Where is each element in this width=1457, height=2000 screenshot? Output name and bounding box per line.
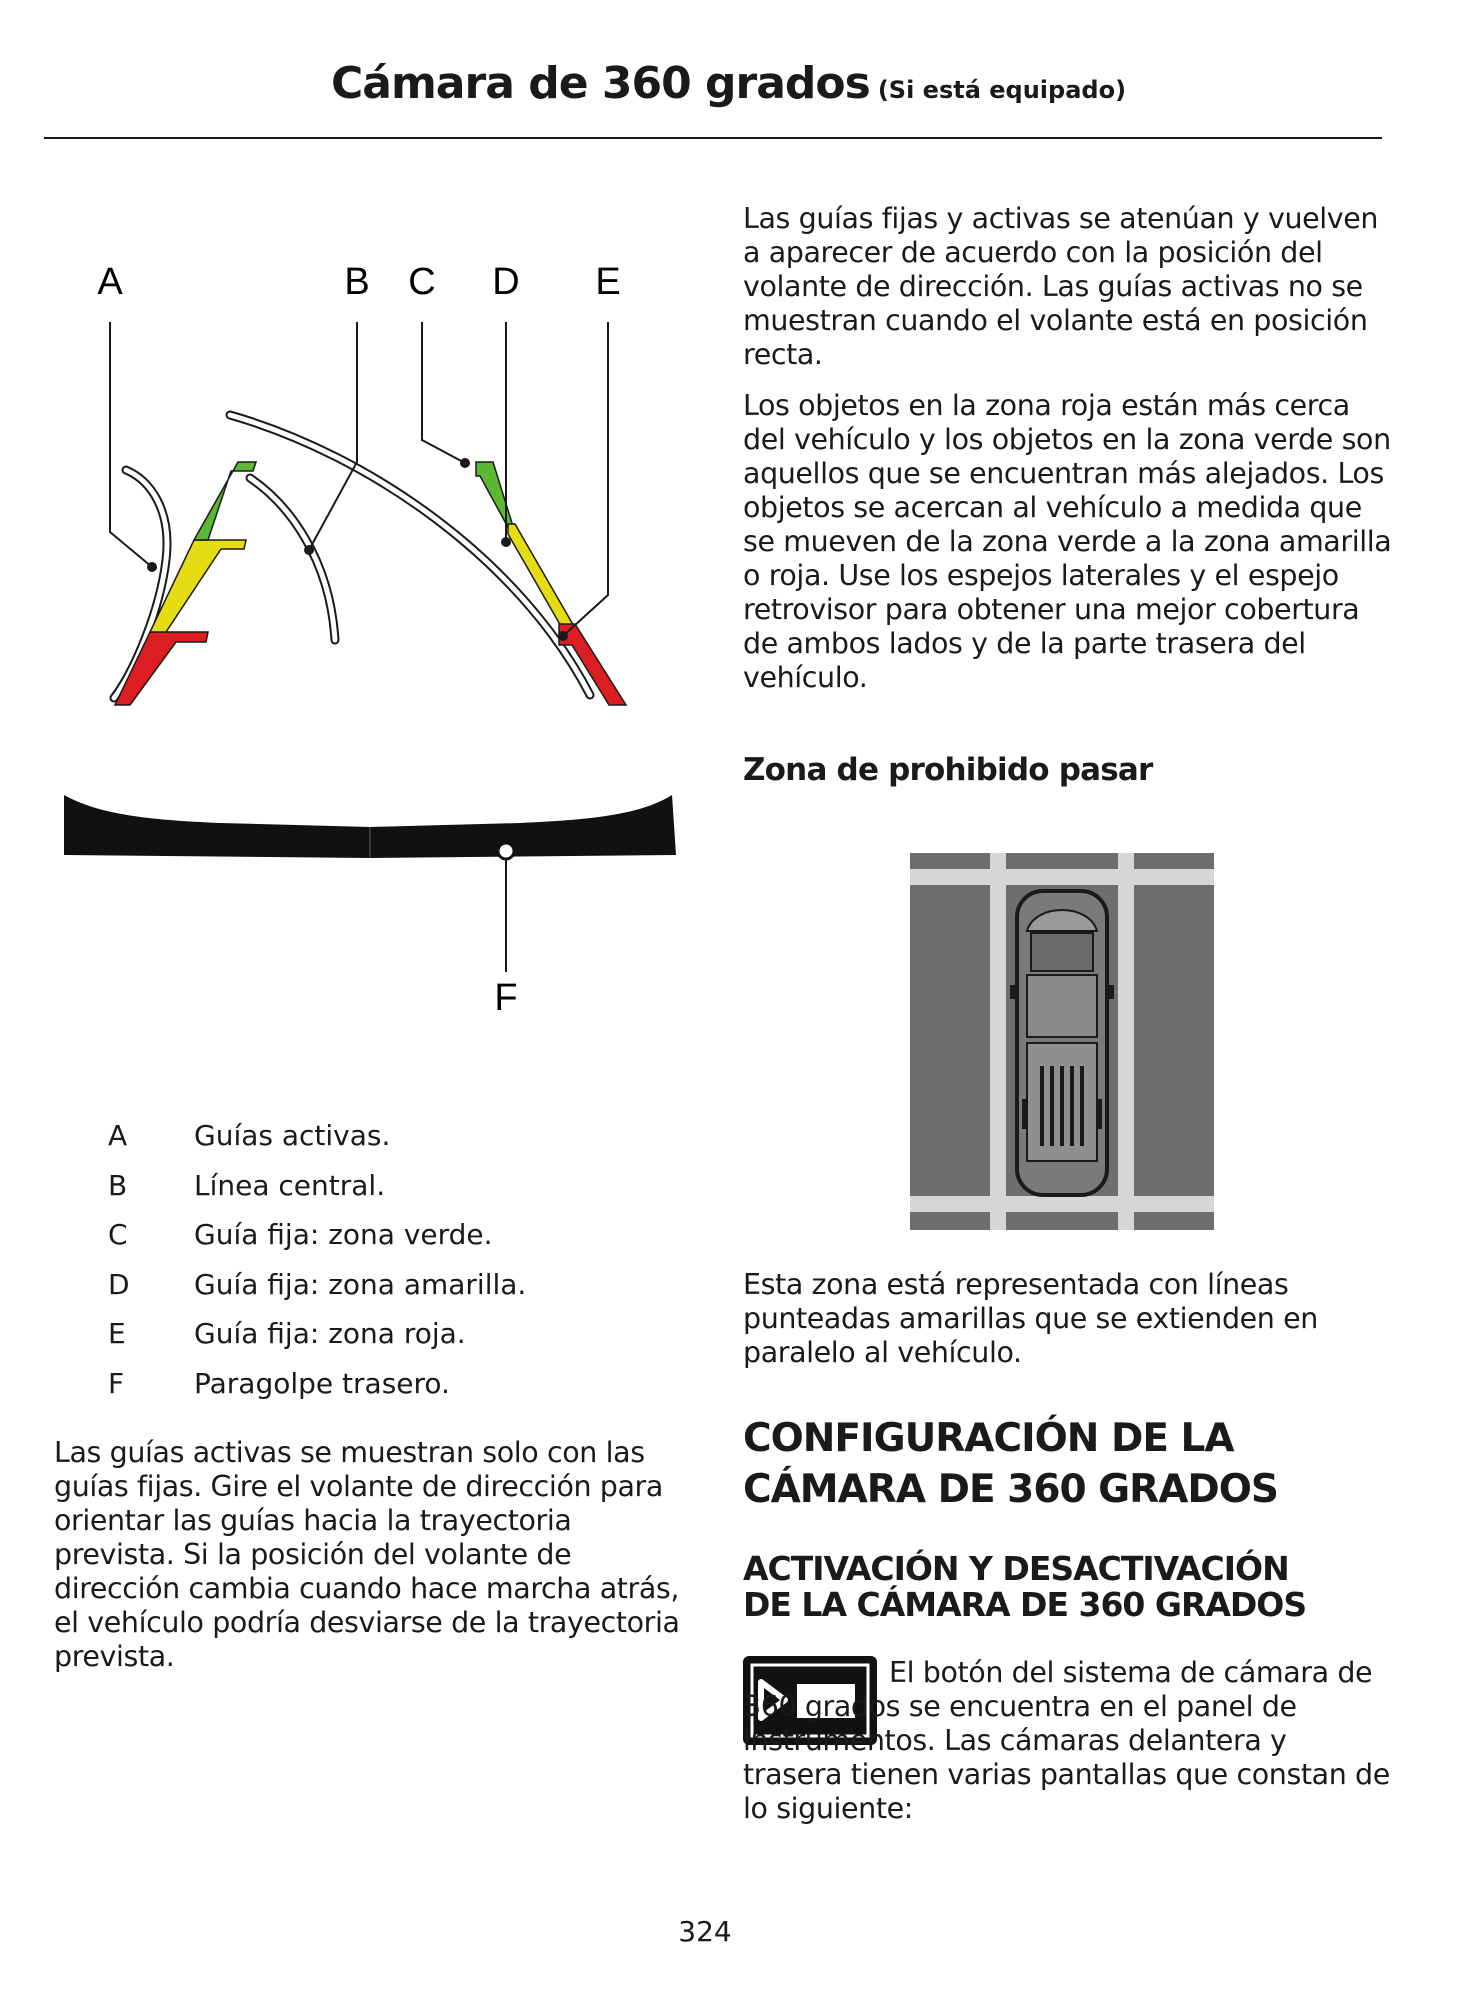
- title-subtitle: (Si está equipado): [877, 76, 1127, 104]
- zones-paragraph: Los objetos en la zona roja están más cerca del vehículo y los objetos en la zona verde son aquellos que se encuentran más alejados. Los objetos se acercan al vehículo a medida que se mueven de la zona verde a la zona amarilla o roja. Use los espejos laterales y el espejo retrovisor para obtener una mejor cobertura de ambos lados y de la parte trasera del vehículo.: [743, 389, 1392, 694]
- legend-text: Guía fija: zona verde.: [194, 1218, 493, 1251]
- legend-list: [108, 1118, 668, 1415]
- left-guide-green: [194, 462, 256, 540]
- center-line-outer: [230, 415, 590, 695]
- legend-key: C: [108, 1218, 128, 1251]
- config-heading-line1: CONFIGURACIÓN DE LA: [743, 1416, 1234, 1461]
- legend-text: Paragolpe trasero.: [194, 1366, 450, 1400]
- activation-heading-line1: ACTIVACIÓN Y DESACTIVACIÓN: [743, 1549, 1289, 1588]
- active-guides-paragraph: Las guías activas se muestran solo con las guías fijas. Gire el volante de dirección para orientar las guías hacia la trayectoria prevista. Si la posición del volante de dirección cambia cuando hace marcha atrás, el vehículo podría desviarse de la trayectoria prevista.: [54, 1436, 680, 1673]
- legend-key: A: [108, 1119, 128, 1152]
- legend-text: Guía fija: zona amarilla.: [194, 1267, 527, 1301]
- page-title: [0, 58, 1457, 109]
- no-pass-zone-illustration: [910, 853, 1214, 1230]
- config-heading-line2: CÁMARA DE 360 GRADOS: [743, 1467, 1279, 1512]
- legend-row: [108, 1316, 668, 1366]
- legend-key: E: [108, 1317, 126, 1350]
- legend-row: [108, 1267, 668, 1317]
- header-rule: [44, 137, 1382, 139]
- legend-key: D: [108, 1267, 130, 1301]
- no-pass-zone-heading: Zona de prohibido pasar: [743, 752, 1153, 788]
- center-line-inner: [250, 478, 335, 640]
- title-main: Cámara de 360 grados: [330, 58, 870, 109]
- legend-key: F: [108, 1366, 125, 1400]
- activation-heading: [743, 1551, 1306, 1623]
- label-c: C: [408, 261, 436, 303]
- label-a: A: [97, 261, 123, 303]
- leader-lines: [110, 322, 608, 972]
- legend-text: Guía fija: zona roja.: [194, 1317, 466, 1350]
- label-f: F: [494, 977, 518, 1019]
- button-location-paragraph: El botón del sistema de cámara de 360 grados se encuentra en el panel de instrumentos. Las cámaras delantera y trasera tienen varias pantallas que constan de lo siguiente:: [743, 1656, 1390, 1825]
- legend-text: Guías activas.: [194, 1119, 391, 1152]
- fixed-guides-paragraph: Las guías fijas y activas se atenúan y vuelven a aparecer de acuerdo con la posición del volante de dirección. Las guías activas no se muestran cuando el volante está en posición recta.: [743, 202, 1379, 371]
- legend-row: [108, 1168, 668, 1218]
- page-number: 324: [678, 1915, 732, 1948]
- legend-row: [108, 1217, 668, 1267]
- zone-description: Esta zona está representada con líneas punteadas amarillas que se extienden en paralelo al vehículo.: [743, 1268, 1318, 1369]
- label-e: E: [595, 261, 621, 303]
- parking-guides-diagram: [40, 250, 700, 1040]
- label-b: B: [344, 261, 370, 303]
- legend-key: B: [108, 1168, 128, 1202]
- activation-heading-line2: DE LA CÁMARA DE 360 GRADOS: [743, 1585, 1307, 1624]
- label-d: D: [492, 261, 520, 303]
- legend-row: [108, 1366, 668, 1416]
- legend-text: Línea central.: [194, 1168, 386, 1202]
- legend-row: [108, 1118, 668, 1168]
- config-heading: [743, 1413, 1278, 1515]
- bumper-dot: [498, 843, 514, 859]
- truck-icon: [1010, 891, 1114, 1195]
- right-guide-yellow: [508, 524, 575, 628]
